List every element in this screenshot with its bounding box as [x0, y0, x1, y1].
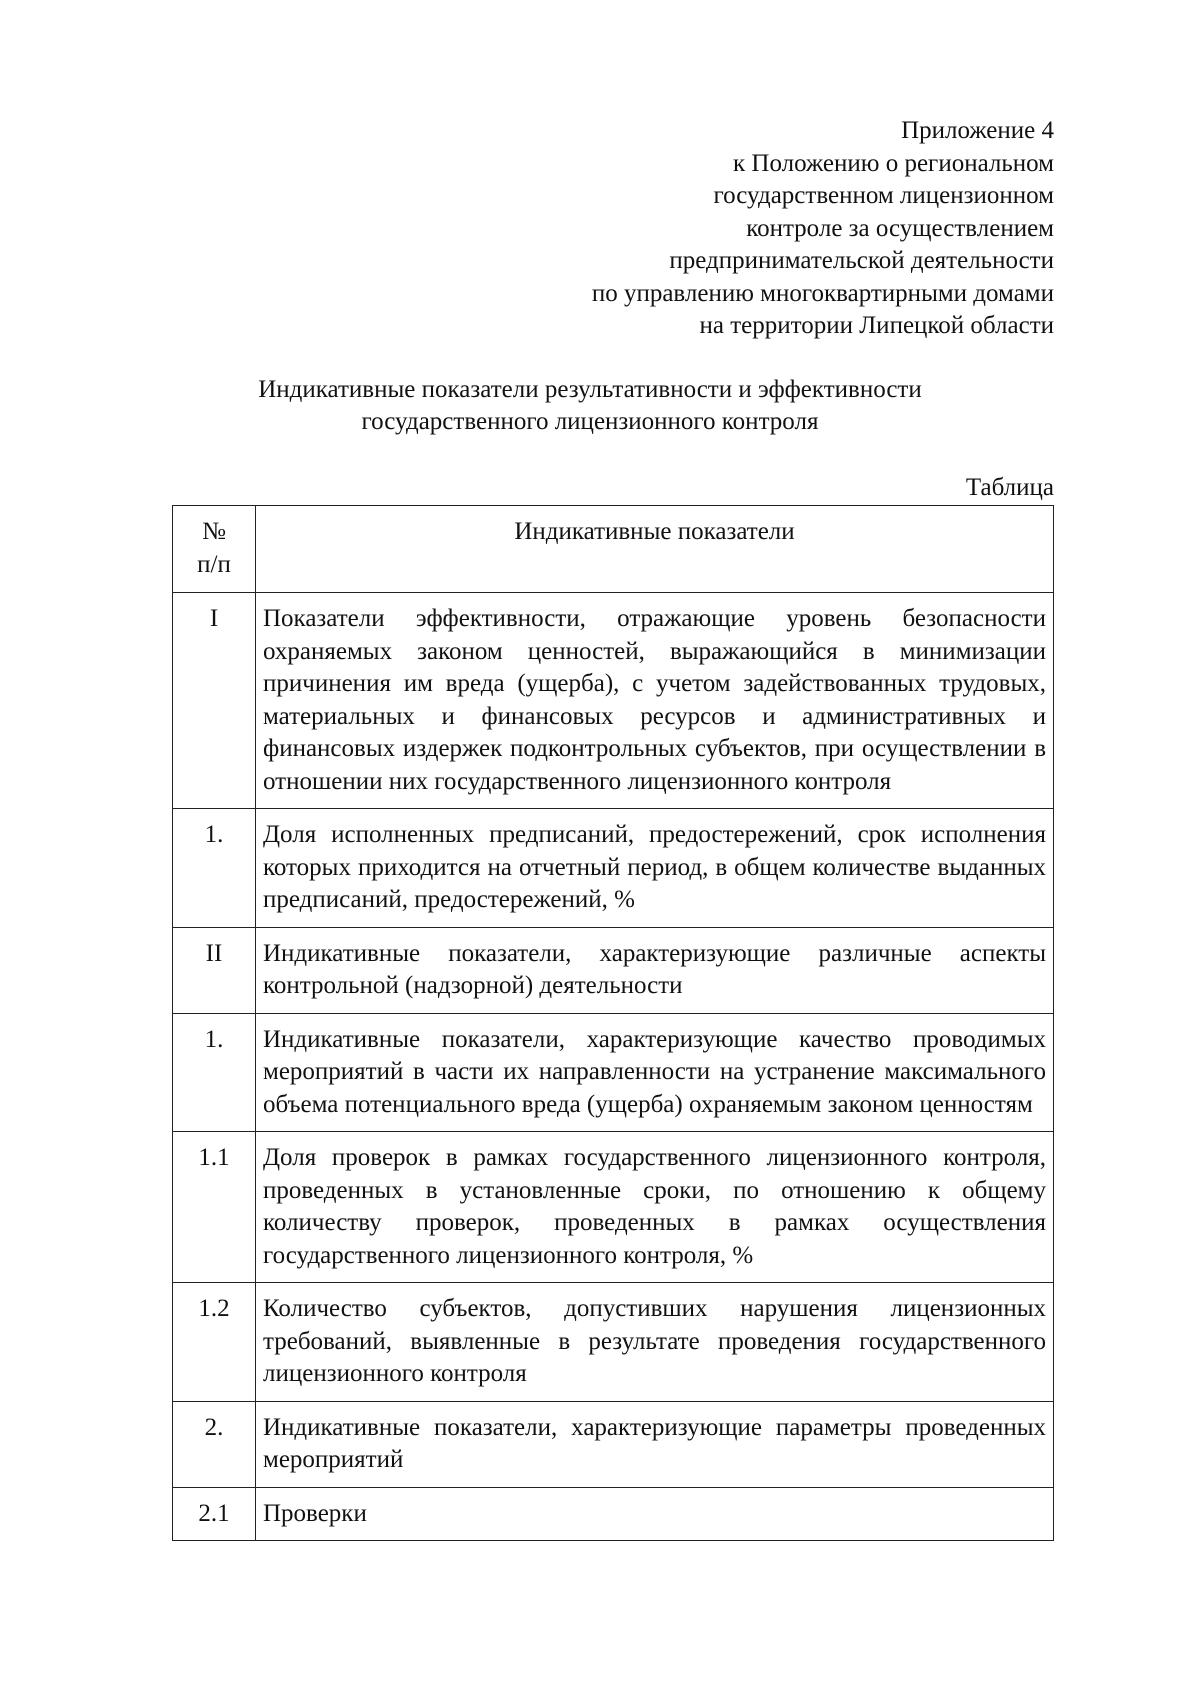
appendix-line: Приложение 4	[901, 117, 1054, 144]
table-row	[173, 1401, 1054, 1487]
document-title-line2: государственного лицензионного контроля	[361, 408, 819, 435]
table-row	[173, 1487, 1054, 1541]
row-number: I	[173, 593, 256, 809]
row-text: Индикативные показатели, характеризующие различные аспекты контрольной (надзорной) деятельности	[256, 927, 1054, 1013]
appendix-line: предпринимательской деятельности	[669, 247, 1054, 274]
row-text: Доля исполненных предписаний, предостережений, срок исполнения которых приходится на отчетный период, в общем количестве выданных предписаний, предостережений, %	[256, 809, 1054, 928]
row-number: 1.	[173, 1013, 256, 1132]
appendix-line: по управлению многоквартирными домами	[591, 279, 1054, 307]
header-num-abbrev: п/п	[197, 550, 231, 578]
row-number: 1.1	[173, 1132, 256, 1283]
table-row	[173, 1132, 1054, 1283]
row-number: 2.	[173, 1401, 256, 1487]
table-row	[173, 1283, 1054, 1402]
appendix-line: на территории Липецкой области	[699, 312, 1054, 339]
table-row	[173, 927, 1054, 1013]
table-row	[173, 1013, 1054, 1132]
row-text: Индикативные показатели, характеризующие качество проводимых мероприятий в части их направленности на устранение максимального объема потенциального вреда (ущерба) охраняемым законом ценностям	[256, 1013, 1054, 1132]
row-number: 1.2	[173, 1283, 256, 1402]
header-num-symbol: №	[202, 518, 226, 545]
row-number: 1.	[173, 809, 256, 928]
table-row	[173, 809, 1054, 928]
document-title-line1: Индикативные показатели результативности и эффективности	[258, 376, 922, 403]
table-row	[173, 593, 1054, 809]
row-number: II	[173, 927, 256, 1013]
header-num-cell	[173, 506, 256, 593]
indicators-table	[172, 505, 1054, 1541]
row-text: Показатели эффективности, отражающие уровень безопасности охраняемых законом ценностей, выражающийся в минимизации причинения им вреда (ущерба), с учетом задействованных трудовых, материальных и финансовых ресурсов и административных и финансовых издержек подконтрольных субъектов, при осуществлении в отношении них государственного лицензионного контроля	[256, 593, 1054, 809]
row-text: Количество субъектов, допустивших нарушения лицензионных требований, выявленные в результате проведения государственного лицензионного контроля	[256, 1283, 1054, 1402]
row-number: 2.1	[173, 1487, 256, 1541]
table-header-row	[173, 506, 1054, 593]
row-text: Индикативные показатели, характеризующие параметры проведенных мероприятий	[256, 1401, 1054, 1487]
header-text-cell: Индикативные показатели	[256, 506, 1054, 593]
appendix-line: государственном лицензионном	[713, 182, 1054, 209]
table-caption: Таблица	[965, 474, 1054, 501]
document-title	[150, 374, 1030, 438]
appendix-heading	[494, 115, 1054, 343]
appendix-line: к Положению о региональном	[733, 149, 1054, 177]
row-text: Доля проверок в рамках государственного лицензионного контроля, проведенных в установленные сроки, по отношению к общему количеству проверок, проведенных в рамках осуществления государственного лицензионного контроля, %	[256, 1132, 1054, 1283]
appendix-line: контроле за осуществлением	[746, 214, 1054, 242]
row-text: Проверки	[256, 1487, 1054, 1541]
